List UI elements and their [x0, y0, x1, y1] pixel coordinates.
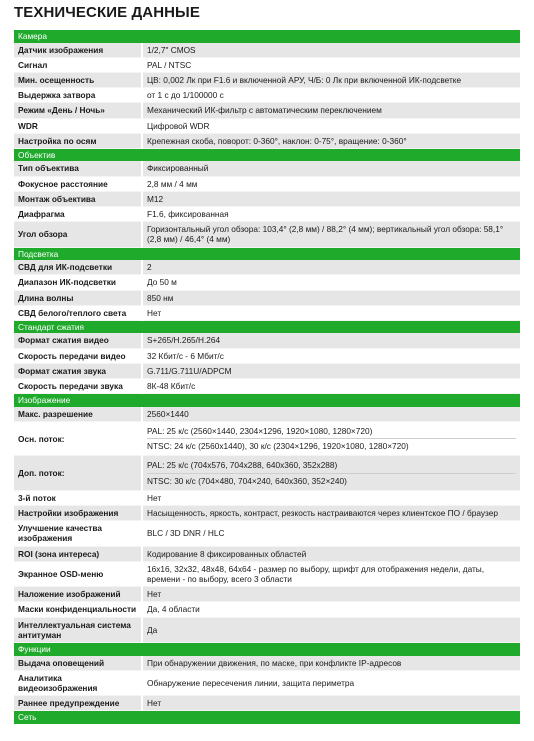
- section-header: [14, 711, 520, 724]
- spec-label: Угол обзора: [14, 222, 142, 247]
- spec-value: 2: [142, 260, 520, 275]
- section-header: [14, 320, 520, 333]
- spec-value: 8К-48 Кбит/с: [142, 379, 520, 394]
- spec-value: 1/2,7" CMOS: [142, 43, 520, 58]
- spec-value: M12: [142, 191, 520, 206]
- section-title: Сеть: [14, 711, 520, 724]
- spec-label: Скорость передачи звука: [14, 379, 142, 394]
- spec-label: WDR: [14, 118, 142, 133]
- spec-row: [14, 421, 520, 455]
- spec-row: [14, 521, 520, 546]
- section-header: [14, 247, 520, 260]
- spec-label: Доп. поток:: [14, 456, 142, 490]
- spec-label: Осн. поток:: [14, 421, 142, 455]
- spec-row: [14, 88, 520, 103]
- section-title: Объектив: [14, 148, 520, 161]
- spec-label: Макс. разрешение: [14, 407, 142, 422]
- spec-label: СВД белого/теплого света: [14, 305, 142, 320]
- spec-row: [14, 656, 520, 671]
- spec-label: Диапазон ИК-подсветки: [14, 275, 142, 290]
- spec-row: [14, 207, 520, 222]
- spec-row: [14, 456, 520, 490]
- spec-row: [14, 57, 520, 72]
- spec-label: Формат сжатия видео: [14, 333, 142, 348]
- spec-label: 3-й поток: [14, 490, 142, 505]
- spec-value: До 50 м: [142, 275, 520, 290]
- spec-label: Монтаж объектива: [14, 191, 142, 206]
- spec-value: 16x16, 32x32, 48x48, 64x64 - размер по выбору, шрифт для отображения недели, даты, времени - по выбору, всего 3 области: [142, 561, 520, 586]
- spec-value: Цифровой WDR: [142, 118, 520, 133]
- spec-row: [14, 561, 520, 586]
- spec-value: Механический ИК-фильтр с автоматическим переключением: [142, 103, 520, 118]
- spec-table-body: [14, 30, 520, 724]
- spec-value: [142, 421, 520, 455]
- spec-row: [14, 407, 520, 422]
- spec-label: Аналитика видеоизображения: [14, 670, 142, 695]
- spec-value: 32 Кбит/с - 6 Мбит/с: [142, 348, 520, 363]
- spec-label: Скорость передачи видео: [14, 348, 142, 363]
- section-header: [14, 148, 520, 161]
- spec-label: Мин. осещенность: [14, 72, 142, 87]
- spec-label: Тип объектива: [14, 161, 142, 176]
- spec-value-line: PAL: 25 к/с (704x576, 704x288, 640x360, 352x288): [147, 458, 516, 473]
- spec-value: BLC / 3D DNR / HLC: [142, 521, 520, 546]
- spec-label: Режим «День / Ночь»: [14, 103, 142, 118]
- spec-row: [14, 617, 520, 642]
- spec-label: Раннее предупреждение: [14, 696, 142, 711]
- spec-value: 2,8 мм / 4 мм: [142, 176, 520, 191]
- section-title: Функции: [14, 643, 520, 656]
- section-header: [14, 643, 520, 656]
- spec-label: Экранное OSD-меню: [14, 561, 142, 586]
- spec-row: [14, 222, 520, 247]
- spec-row: [14, 348, 520, 363]
- section-title: Камера: [14, 30, 520, 43]
- spec-value: G.711/G.711U/ADPCM: [142, 363, 520, 378]
- spec-label: Выдача оповещений: [14, 656, 142, 671]
- spec-row: [14, 505, 520, 520]
- spec-label: Настройка по осям: [14, 133, 142, 148]
- section-header: [14, 394, 520, 407]
- spec-value: Да, 4 области: [142, 602, 520, 617]
- spec-row: [14, 290, 520, 305]
- spec-row: [14, 103, 520, 118]
- spec-value: Нет: [142, 696, 520, 711]
- spec-row: [14, 133, 520, 148]
- spec-value: 2560×1440: [142, 407, 520, 422]
- spec-value-line: PAL: 25 к/с (2560×1440, 2304×1296, 1920×1080, 1280×720): [147, 424, 516, 439]
- spec-row: [14, 275, 520, 290]
- spec-label: Интеллектуальная система антитуман: [14, 617, 142, 642]
- spec-label: Наложение изображений: [14, 587, 142, 602]
- spec-value: [142, 456, 520, 490]
- spec-value: Кодирование 8 фиксированных областей: [142, 546, 520, 561]
- spec-value: Обнаружение пересечения линии, защита периметра: [142, 670, 520, 695]
- spec-label: Диафрагма: [14, 207, 142, 222]
- spec-row: [14, 43, 520, 58]
- spec-row: [14, 305, 520, 320]
- spec-row: [14, 546, 520, 561]
- spec-row: [14, 490, 520, 505]
- section-header: [14, 30, 520, 43]
- spec-row: [14, 696, 520, 711]
- spec-label: Датчик изображения: [14, 43, 142, 58]
- spec-value: Насыщенность, яркость, контраст, резкость настраиваются через клиентское ПО / браузер: [142, 505, 520, 520]
- spec-label: Формат сжатия звука: [14, 363, 142, 378]
- spec-row: [14, 363, 520, 378]
- spec-label: Настройки изображения: [14, 505, 142, 520]
- section-title: Подсветка: [14, 247, 520, 260]
- spec-row: [14, 379, 520, 394]
- spec-row: [14, 72, 520, 87]
- spec-value: Фиксированный: [142, 161, 520, 176]
- spec-label: Улучшение качества изображения: [14, 521, 142, 546]
- spec-row: [14, 587, 520, 602]
- page-title: ТЕХНИЧЕСКИЕ ДАННЫЕ: [14, 4, 200, 21]
- spec-value: S+265/H.265/H.264: [142, 333, 520, 348]
- section-title: Стандарт сжатия: [14, 320, 520, 333]
- spec-row: [14, 333, 520, 348]
- section-title: Изображение: [14, 394, 520, 407]
- spec-label: ROI (зона интереса): [14, 546, 142, 561]
- spec-row: [14, 176, 520, 191]
- spec-row: [14, 118, 520, 133]
- spec-row: [14, 161, 520, 176]
- spec-label: Маски конфиденциальности: [14, 602, 142, 617]
- spec-value-line: NTSC: 30 к/с (704×480, 704×240, 640x360, 352×240): [147, 475, 347, 486]
- spec-value: 850 нм: [142, 290, 520, 305]
- spec-value: ЦВ: 0,002 Лк при F1.6 и включенной АРУ, Ч/Б: 0 Лк при включенной ИК-подсветке: [142, 72, 520, 87]
- spec-value: Да: [142, 617, 520, 642]
- spec-row: [14, 602, 520, 617]
- spec-row: [14, 670, 520, 695]
- spec-row: [14, 191, 520, 206]
- spec-label: Выдержка затвора: [14, 88, 142, 103]
- spec-label: Длина волны: [14, 290, 142, 305]
- spec-value: Нет: [142, 587, 520, 602]
- spec-label: Фокусное расстояние: [14, 176, 142, 191]
- spec-value: PAL / NTSC: [142, 57, 520, 72]
- spec-value: от 1 с до 1/100000 с: [142, 88, 520, 103]
- spec-value: F1.6, фиксированная: [142, 207, 520, 222]
- spec-value: Крепежная скоба, поворот: 0-360°, наклон: 0-75°, вращение: 0-360°: [142, 133, 520, 148]
- spec-label: Сигнал: [14, 57, 142, 72]
- spec-value: При обнаружении движения, по маске, при конфликте IP-адресов: [142, 656, 520, 671]
- spec-value: Горизонтальный угол обзора: 103,4° (2,8 мм) / 88,2° (4 мм); вертикальный угол обзора: 58,1° (2,8 мм) / 46,4° (4 мм): [142, 222, 520, 247]
- spec-value-line: NTSC: 24 к/с (2560x1440), 30 к/с (2304×1296, 1920×1080, 1280×720): [147, 441, 409, 452]
- spec-label: СВД для ИК-подсветки: [14, 260, 142, 275]
- spec-row: [14, 260, 520, 275]
- spec-value: Нет: [142, 305, 520, 320]
- spec-table: [14, 30, 520, 724]
- spec-value: Нет: [142, 490, 520, 505]
